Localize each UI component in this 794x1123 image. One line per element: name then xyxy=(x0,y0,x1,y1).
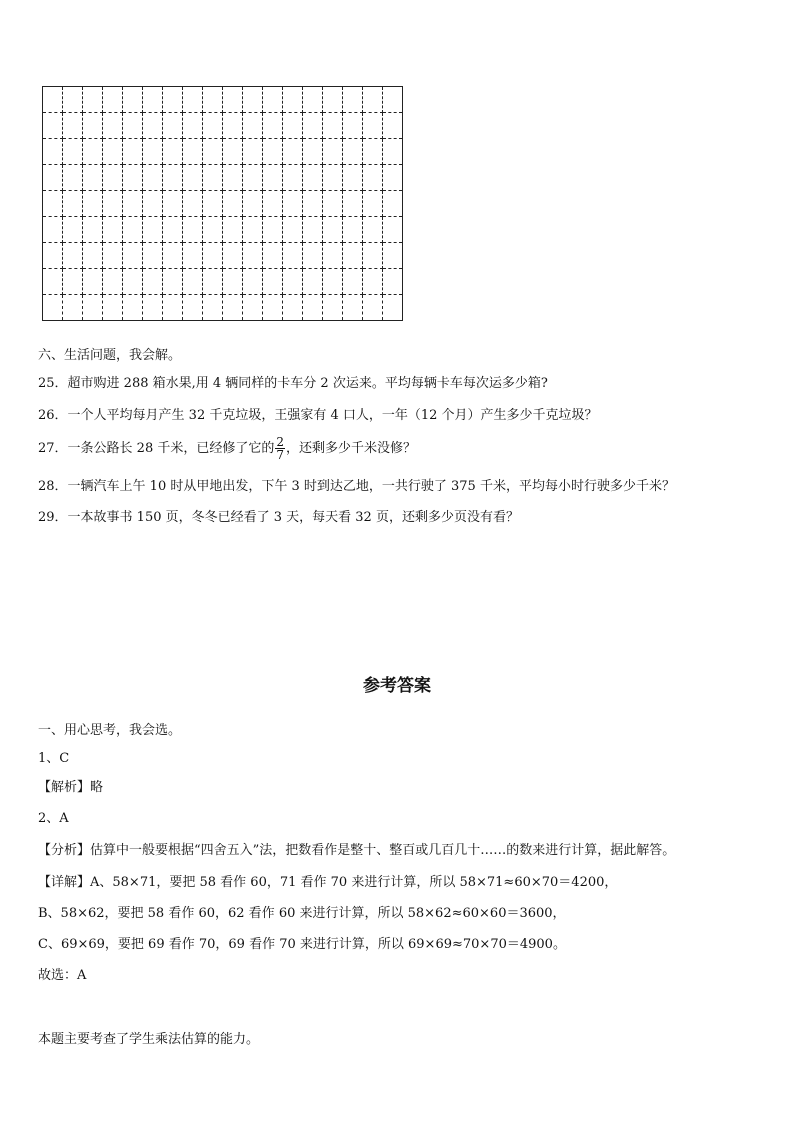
grid-cell xyxy=(323,165,343,191)
grid-cell xyxy=(63,191,83,217)
grid-cell xyxy=(123,139,143,165)
grid-cell xyxy=(43,139,63,165)
grid-cell xyxy=(43,295,63,321)
grid-cell xyxy=(363,295,383,321)
grid-cell xyxy=(103,139,123,165)
grid-cell xyxy=(363,165,383,191)
grid-cell xyxy=(323,113,343,139)
grid-row xyxy=(43,87,403,113)
grid-row xyxy=(43,191,403,217)
grid-cell xyxy=(363,191,383,217)
grid-cell xyxy=(223,139,243,165)
grid-cell xyxy=(383,269,403,295)
grid-cell xyxy=(323,295,343,321)
grid-cell xyxy=(343,165,363,191)
grid-cell xyxy=(283,269,303,295)
grid-cell xyxy=(363,139,383,165)
answer-2-analysis: 【分析】估算中一般要根据“四舍五入”法，把数看作是整十、整百或几百几十……的数来进行计算，据此解答。 xyxy=(38,843,676,858)
grid-cell xyxy=(103,243,123,269)
grid-cell xyxy=(63,165,83,191)
grid-cell xyxy=(43,113,63,139)
answers-title: 参考答案 xyxy=(363,676,431,696)
grid-cell xyxy=(243,217,263,243)
problem-27 xyxy=(38,436,416,461)
grid-cell xyxy=(183,113,203,139)
grid-cell xyxy=(363,87,383,113)
grid-cell xyxy=(223,113,243,139)
grid-cell xyxy=(183,269,203,295)
grid-cell xyxy=(223,269,243,295)
grid-cell xyxy=(303,165,323,191)
grid-cell xyxy=(83,165,103,191)
answer-1-analysis: 【解析】略 xyxy=(38,780,104,795)
grid-cell xyxy=(323,191,343,217)
grid-cell xyxy=(263,295,283,321)
grid-cell xyxy=(243,191,263,217)
answers-section1-heading: 一、用心思考，我会选。 xyxy=(38,723,182,738)
grid-cell xyxy=(163,87,183,113)
grid-cell xyxy=(263,139,283,165)
grid-cell xyxy=(243,295,263,321)
grid-cell xyxy=(123,243,143,269)
answer-2-detail-b: B、58×62，要把 58 看作 60，62 看作 60 来进行计算，所以 58×62≈60×60＝3600， xyxy=(38,906,566,921)
grid-row xyxy=(43,217,403,243)
grid-cell xyxy=(383,295,403,321)
grid-cell xyxy=(43,165,63,191)
grid-cell xyxy=(203,165,223,191)
grid-cell xyxy=(283,217,303,243)
grid-cell xyxy=(103,87,123,113)
grid-cell xyxy=(263,113,283,139)
grid-row xyxy=(43,165,403,191)
grid-cell xyxy=(263,243,283,269)
grid-cell xyxy=(203,191,223,217)
grid-cell xyxy=(383,113,403,139)
grid-cell xyxy=(143,269,163,295)
grid-cell xyxy=(163,139,183,165)
grid-cell xyxy=(63,139,83,165)
grid-cell xyxy=(143,113,163,139)
grid-cell xyxy=(263,269,283,295)
grid-cell xyxy=(283,165,303,191)
grid-cell xyxy=(303,87,323,113)
grid-cell xyxy=(303,113,323,139)
grid-cell xyxy=(163,165,183,191)
grid-cell xyxy=(123,113,143,139)
grid-cell xyxy=(83,243,103,269)
grid-row xyxy=(43,113,403,139)
grid-cell xyxy=(183,243,203,269)
grid-cell xyxy=(383,87,403,113)
fraction-numerator: 2 xyxy=(276,435,284,449)
grid-cell xyxy=(383,191,403,217)
grid-cell xyxy=(183,217,203,243)
grid-cell xyxy=(263,191,283,217)
grid-cell xyxy=(323,217,343,243)
grid-cell xyxy=(303,295,323,321)
answer-2-detail-a: 【详解】A、58×71，要把 58 看作 60，71 看作 70 来进行计算，所以 58×71≈60×70＝4200， xyxy=(38,875,618,890)
grid-row xyxy=(43,269,403,295)
grid-cell xyxy=(203,87,223,113)
grid-cell xyxy=(283,191,303,217)
grid-cell xyxy=(283,113,303,139)
grid-cell xyxy=(143,295,163,321)
grid-cell xyxy=(303,139,323,165)
grid-cell xyxy=(183,295,203,321)
grid-cell xyxy=(223,217,243,243)
grid-cell xyxy=(343,269,363,295)
grid-cell xyxy=(383,165,403,191)
answer-2-summary: 本题主要考查了学生乘法估算的能力。 xyxy=(38,1032,260,1047)
grid-cell xyxy=(363,217,383,243)
grid-cell xyxy=(83,191,103,217)
grid-cell xyxy=(323,243,343,269)
grid-cell xyxy=(343,295,363,321)
grid-cell xyxy=(283,295,303,321)
grid-cell xyxy=(83,113,103,139)
grid-cell xyxy=(203,217,223,243)
grid-cell xyxy=(63,217,83,243)
grid-cell xyxy=(123,269,143,295)
grid-cell xyxy=(383,243,403,269)
grid-cell xyxy=(163,269,183,295)
grid-cell xyxy=(223,295,243,321)
grid-cell xyxy=(343,217,363,243)
grid-cell xyxy=(123,165,143,191)
grid-cell xyxy=(123,87,143,113)
grid-cell xyxy=(343,87,363,113)
grid-cell xyxy=(203,243,223,269)
grid-cell xyxy=(123,295,143,321)
grid-cell xyxy=(63,243,83,269)
grid-cell xyxy=(303,269,323,295)
grid-cell xyxy=(243,243,263,269)
grid-cell xyxy=(363,269,383,295)
grid-cell xyxy=(103,217,123,243)
grid-cell xyxy=(383,139,403,165)
grid-cell xyxy=(163,113,183,139)
grid-cell xyxy=(243,87,263,113)
grid-cell xyxy=(323,87,343,113)
grid-cell xyxy=(263,217,283,243)
grid-cell xyxy=(163,295,183,321)
grid-cell xyxy=(323,139,343,165)
grid-cell xyxy=(283,87,303,113)
grid-cell xyxy=(83,295,103,321)
grid-cell xyxy=(203,139,223,165)
grid-cell xyxy=(203,113,223,139)
grid-cell xyxy=(223,191,243,217)
grid-cell xyxy=(43,191,63,217)
grid-cell xyxy=(123,217,143,243)
grid-cell xyxy=(343,139,363,165)
grid-cell xyxy=(43,87,63,113)
grid-cell xyxy=(163,243,183,269)
grid-cell xyxy=(83,217,103,243)
grid-cell xyxy=(223,243,243,269)
grid-cell xyxy=(343,243,363,269)
grid-cell xyxy=(63,269,83,295)
grid-cell xyxy=(303,243,323,269)
grid-cell xyxy=(263,87,283,113)
grid-cell xyxy=(143,217,163,243)
answer-1: 1、C xyxy=(38,751,70,766)
problem-26: 26．一个人平均每月产生 32 千克垃圾，王强家有 4 口人，一年（12 个月）产生多少千克垃圾？ xyxy=(38,408,598,423)
grid-cell xyxy=(163,191,183,217)
section6-heading: 六、生活问题，我会解。 xyxy=(38,348,182,363)
problem-28: 28．一辆汽车上午 10 时从甲地出发，下午 3 时到达乙地，一共行驶了 375 千米，平均每小时行驶多少千米？ xyxy=(38,479,675,494)
grid-cell xyxy=(43,217,63,243)
grid-cell xyxy=(143,165,163,191)
grid-cell xyxy=(103,113,123,139)
grid-cell xyxy=(363,243,383,269)
grid-cell xyxy=(103,165,123,191)
grid-cell xyxy=(83,139,103,165)
grid-cell xyxy=(63,87,83,113)
grid-cell xyxy=(43,269,63,295)
grid-cell xyxy=(183,191,203,217)
grid-cell xyxy=(363,113,383,139)
grid-cell xyxy=(103,295,123,321)
grid-cell xyxy=(283,243,303,269)
grid-cell xyxy=(143,243,163,269)
problem-29: 29．一本故事书 150 页，冬冬已经看了 3 天，每天看 32 页，还剩多少页没有看？ xyxy=(38,510,519,525)
grid-cell xyxy=(343,113,363,139)
grid-cell xyxy=(223,87,243,113)
grid-cell xyxy=(63,295,83,321)
grid-table xyxy=(42,86,403,321)
writing-grid xyxy=(42,86,403,321)
answer-2: 2、A xyxy=(38,811,69,826)
problem-27-prefix: 27．一条公路长 28 千米，已经修了它的 xyxy=(38,441,275,456)
grid-cell xyxy=(183,139,203,165)
grid-cell xyxy=(63,113,83,139)
grid-cell xyxy=(203,295,223,321)
grid-cell xyxy=(243,165,263,191)
grid-row xyxy=(43,295,403,321)
fraction-two-sevenths xyxy=(275,436,285,461)
grid-cell xyxy=(223,165,243,191)
grid-cell xyxy=(143,191,163,217)
grid-cell xyxy=(263,165,283,191)
problem-27-suffix: ，还剩多少千米没修？ xyxy=(286,441,417,456)
grid-cell xyxy=(183,87,203,113)
grid-cell xyxy=(343,191,363,217)
grid-row xyxy=(43,139,403,165)
grid-cell xyxy=(143,139,163,165)
grid-cell xyxy=(43,243,63,269)
grid-cell xyxy=(283,139,303,165)
grid-cell xyxy=(163,217,183,243)
grid-cell xyxy=(83,87,103,113)
grid-row xyxy=(43,243,403,269)
problem-25: 25．超市购进 288 箱水果,用 4 辆同样的卡车分 2 次运来。平均每辆卡车每次运多少箱? xyxy=(38,376,548,391)
grid-cell xyxy=(243,269,263,295)
grid-cell xyxy=(243,113,263,139)
grid-cell xyxy=(303,217,323,243)
fraction-denominator: 7 xyxy=(276,448,284,462)
grid-cell xyxy=(203,269,223,295)
answer-2-detail-c: C、69×69，要把 69 看作 70，69 看作 70 来进行计算，所以 69×69≈70×70＝4900。 xyxy=(38,937,566,952)
grid-cell xyxy=(243,139,263,165)
grid-cell xyxy=(323,269,343,295)
grid-cell xyxy=(303,191,323,217)
grid-cell xyxy=(143,87,163,113)
grid-cell xyxy=(383,217,403,243)
answer-2-choice: 故选：A xyxy=(38,968,87,983)
grid-cell xyxy=(103,269,123,295)
grid-cell xyxy=(123,191,143,217)
grid-cell xyxy=(83,269,103,295)
grid-cell xyxy=(183,165,203,191)
grid-cell xyxy=(103,191,123,217)
